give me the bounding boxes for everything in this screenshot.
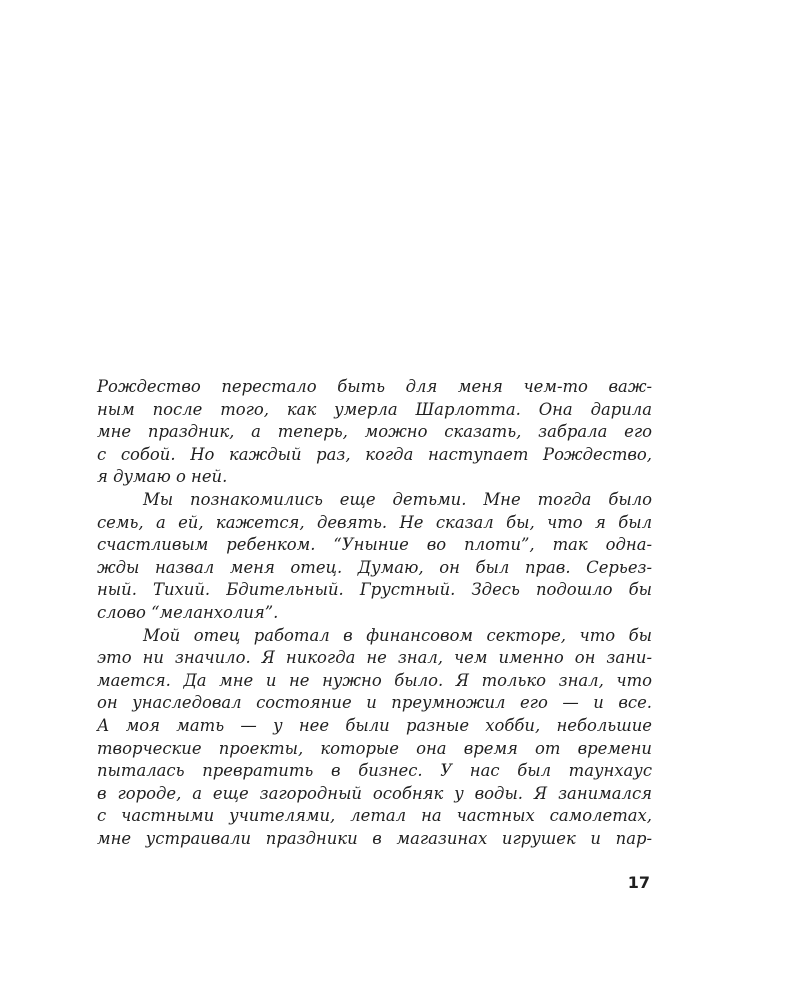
text-line: я думаю о ней. bbox=[97, 467, 228, 487]
text-line: мне устраивали праздники в магазинах игрушек и пар- bbox=[97, 828, 652, 848]
text-line: ным после того, как умерла Шарлотта. Она дарила bbox=[97, 399, 652, 419]
text-line: пыталась превратить в бизнес. У нас был таунхаус bbox=[97, 761, 652, 781]
text-line: счастливым ребенком. “Уныние во плоти”, так одна- bbox=[97, 535, 652, 555]
text-line: Мы познакомились еще детьми. Мне тогда было bbox=[143, 489, 652, 509]
text-line: творческие проекты, которые она время от времени bbox=[97, 738, 652, 758]
text-line: А моя мать — у нее были разные хобби, небольшие bbox=[97, 715, 652, 735]
text-line: Рождество перестало быть для меня чем-то важ- bbox=[97, 377, 652, 396]
text-line: ный. Тихий. Бдительный. Грустный. Здесь подошло бы bbox=[97, 580, 652, 600]
text-line: семь, а ей, кажется, девять. Не сказал бы, что я был bbox=[97, 512, 652, 532]
text-line: в городе, а еще загородный особняк у воды. Я занимался bbox=[97, 783, 652, 803]
text-line: с собой. Но каждый раз, когда наступает Рождество, bbox=[97, 444, 652, 464]
text-line: Мой отец работал в финансовом секторе, что бы bbox=[143, 625, 652, 645]
text-line: мне праздник, а теперь, можно сказать, забрала его bbox=[97, 422, 652, 442]
text-line: с частными учителями, летал на частных самолетах, bbox=[97, 806, 652, 826]
text-line: слово “меланхолия”. bbox=[97, 602, 279, 622]
body-text bbox=[97, 376, 652, 850]
page-number: 17 bbox=[627, 873, 650, 892]
text-line: жды назвал меня отец. Думаю, он был прав. Серьез- bbox=[97, 557, 652, 577]
text-line: мается. Да мне и не нужно было. Я только знал, что bbox=[97, 670, 652, 690]
text-line: он унаследовал состояние и преумножил его — и все. bbox=[97, 693, 652, 713]
text-line: это ни значило. Я никогда не знал, чем именно он зани- bbox=[97, 648, 652, 668]
